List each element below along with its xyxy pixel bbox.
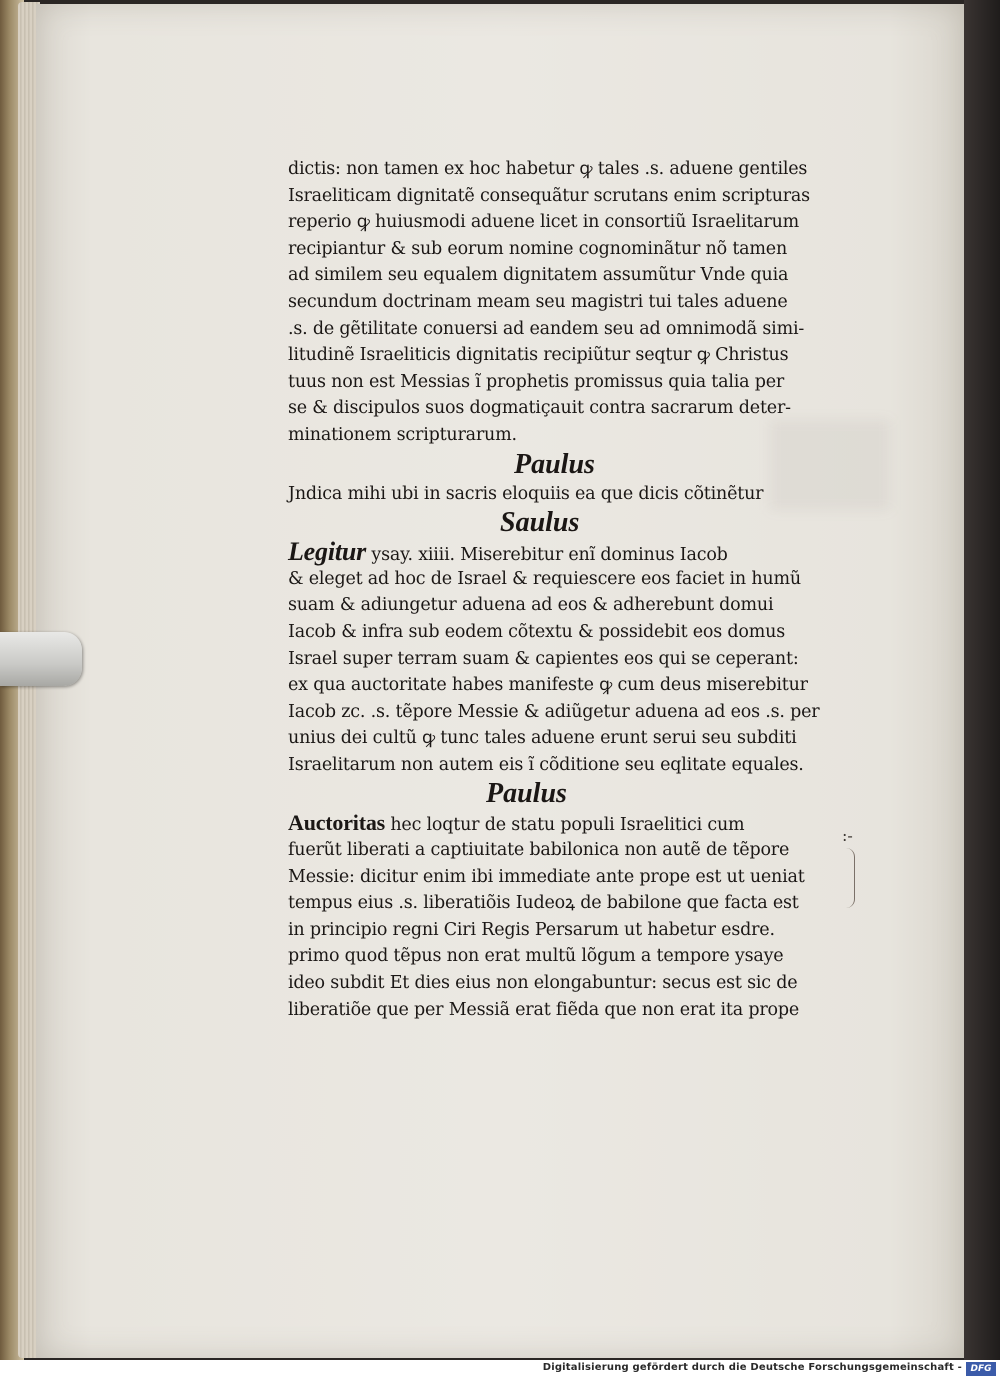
- text-line: Jndica mihi ubi in sacris eloquiis ea que dicis cõtinẽtur: [288, 483, 764, 504]
- text-line: fuerũt liberati a captiuitate babilonica non autẽ de tẽpore: [288, 840, 790, 861]
- text-line: [288, 810, 848, 837]
- text-line: & eleget ad hoc de Israel & requiescere eos faciet in humũ: [288, 568, 801, 589]
- text-line-rest: ysay. xiiii. Miserebitur enĩ dominus Iacob: [366, 545, 728, 566]
- text-line: Messie: dicitur enim ibi immediate ante prope est ut ueniat: [288, 866, 805, 887]
- text-line: reperio ꝙ huiusmodi aduene licet in consortiũ Israelitarum: [288, 212, 800, 233]
- text-line: liberatiõe que per Messiã erat fiẽda que non erat ita prope: [288, 999, 799, 1020]
- text-line: [288, 539, 848, 566]
- speaker-heading-saulus: Saulus: [500, 507, 580, 539]
- text-line: ideo subdit Et dies eius non elongabuntur: secus est sic de: [288, 973, 798, 994]
- text-line: litudinẽ Israeliticis dignitatis recipiũtur seqtur ꝙ Christus: [288, 345, 789, 366]
- paragraph-3: [288, 810, 848, 1023]
- text-line: recipiantur & sub eorum nomine cognominãtur nõ tamen: [288, 238, 788, 259]
- text-block: [288, 156, 848, 1023]
- page-clip: [0, 632, 82, 686]
- text-line: .s. de gẽtilitate conuersi ad eandem seu ad omnimodã simi-: [288, 318, 805, 339]
- text-line: primo quod tẽpus non erat multũ lõgum a tempore ysaye: [288, 946, 784, 967]
- text-line: dictis: non tamen ex hoc habetur ꝙ tales .s. aduene gentiles: [288, 159, 808, 179]
- text-line: minationem scripturarum.: [288, 424, 517, 445]
- text-line: se & discipulos suos dogmatiçauit contra sacrarum deter-: [288, 398, 791, 419]
- text-line: in principio regni Ciri Regis Persarum ut habetur esdre.: [288, 919, 775, 940]
- text-line: ad similem seu equalem dignitatem assumũtur Vnde quia: [288, 265, 789, 286]
- text-line: tuus non est Messias ĩ prophetis promissus quia talia per: [288, 371, 785, 392]
- paragraph-1: [288, 156, 848, 449]
- digitization-credit: Digitalisierung gefördert durch die Deutsche Forschungsgemeinschaft -: [542, 1362, 962, 1373]
- volume-right-edge: [964, 0, 1000, 1362]
- text-line: Iacob zc. .s. tẽpore Messie & adiũgetur aduena ad eos .s. per: [288, 701, 820, 722]
- text-line: Iacob & infra sub eodem cõtextu & possidebit eos domus: [288, 621, 785, 642]
- margin-bracket-stroke: [846, 848, 855, 908]
- text-line: tempus eius .s. liberatiõis Iudeoꝝ de babilone que facta est: [288, 893, 799, 914]
- lead-word-legitur: Legitur: [288, 537, 367, 567]
- lead-word-auctoritas: Auctoritas: [288, 810, 385, 836]
- text-line: Israelitarum non autem eis ĩ cõditione seu eqlitate equales.: [288, 754, 804, 775]
- speaker-heading-paulus: Paulus: [486, 778, 567, 810]
- text-line: ex qua auctoritate habes manifeste ꝙ cum deus miserebitur: [288, 675, 808, 696]
- speaker-heading-paulus: Paulus: [514, 448, 595, 480]
- margin-annotation: :-: [842, 826, 853, 845]
- text-line: secundum doctrinam meam seu magistri tui tales aduene: [288, 291, 788, 312]
- text-line: suam & adiungetur aduena ad eos & adherebunt domui: [288, 595, 774, 616]
- text-line: Israel super terram suam & capientes eos qui se ceperant:: [288, 648, 799, 669]
- text-line-rest: hec loqtur de statu populi Israelitici cum: [384, 815, 745, 836]
- text-line: Israeliticam dignitatẽ consequãtur scrutans enim scripturas: [288, 185, 810, 206]
- dfg-logo: DFG: [966, 1362, 996, 1376]
- text-line: unius dei cultũ ꝙ tunc tales aduene erunt serui seu subditi: [288, 728, 797, 749]
- paragraph-2: [288, 539, 848, 778]
